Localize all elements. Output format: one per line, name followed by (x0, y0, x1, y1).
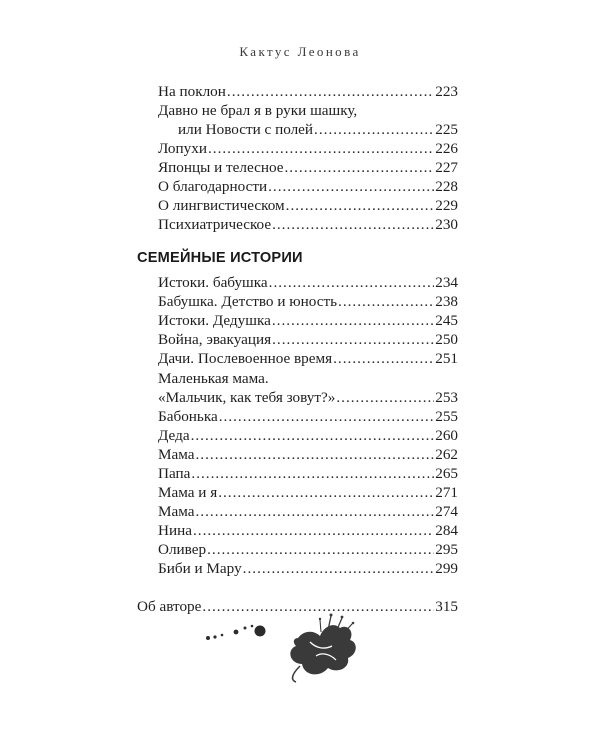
toc-entry-title: Биби и Мару (158, 560, 242, 577)
toc-entry-page: 227 (435, 159, 458, 176)
toc-entry[interactable] (158, 521, 458, 541)
toc-entry-page: 250 (435, 331, 458, 348)
leader-dots (269, 273, 435, 293)
toc-entry-title: Психиатрическое (158, 216, 272, 233)
leader-dots (272, 215, 434, 235)
toc-entry-page: 251 (435, 350, 458, 367)
leader-dots (207, 540, 434, 560)
toc-entry[interactable] (158, 540, 458, 560)
toc-entry-page: 295 (435, 541, 458, 558)
toc-entry-title: Мама (158, 446, 195, 463)
toc-entry-title: Оливер (158, 541, 207, 558)
toc-entry-title: или Новости с полей (178, 121, 314, 138)
leader-dots (193, 521, 434, 541)
leader-dots (338, 292, 434, 312)
toc-entry[interactable] (158, 292, 458, 312)
toc-entry-page: 226 (435, 140, 458, 157)
toc-entry[interactable] (158, 464, 458, 484)
toc-entry-title: Мама (158, 503, 195, 520)
leader-dots (196, 502, 435, 522)
toc-entry-title: Бабонька (158, 408, 218, 425)
leader-dots (218, 483, 434, 503)
toc-entry[interactable] (158, 445, 458, 465)
toc-entry[interactable] (158, 426, 458, 446)
toc-entry[interactable] (158, 407, 458, 427)
leader-dots (191, 426, 435, 446)
toc-entry-page: 223 (435, 83, 458, 100)
toc-entry-page: 255 (435, 408, 458, 425)
toc-entry-page: 299 (435, 560, 458, 577)
leader-dots (268, 177, 434, 197)
toc-entry[interactable] (158, 483, 458, 503)
toc-entry-title: О благодарности (158, 178, 268, 195)
toc-entry-page: 230 (435, 216, 458, 233)
toc-entry-title: Нина (158, 522, 192, 539)
ink-splash-ornament (200, 608, 370, 688)
toc-entry[interactable] (158, 559, 458, 579)
toc-entry-title: О лингвистическом (158, 197, 285, 214)
toc-entry-page: 238 (435, 293, 458, 310)
leader-dots (243, 559, 435, 579)
toc-entry[interactable] (158, 502, 458, 522)
toc-entry[interactable] (158, 388, 458, 408)
toc-entry[interactable] (158, 330, 458, 350)
toc-entry-page: 271 (435, 484, 458, 501)
toc-entry-title: Война, эвакуация (158, 331, 272, 348)
toc-entry-title: Папа (158, 465, 191, 482)
leader-dots (191, 464, 434, 484)
toc-entry-title: Мама и я (158, 484, 218, 501)
toc-entry[interactable] (158, 177, 458, 197)
toc-entry-page: 274 (435, 503, 458, 520)
toc-entry-title: На поклон (158, 83, 226, 100)
toc-entry[interactable] (158, 349, 458, 369)
toc-entry[interactable] (178, 120, 458, 140)
toc-entry[interactable] (158, 273, 458, 293)
leader-dots (272, 330, 434, 350)
running-header: Кактус Леонова (239, 44, 361, 59)
section-heading[interactable]: СЕМЕЙНЫЕ ИСТОРИИ (137, 250, 303, 266)
leader-dots (272, 311, 434, 331)
toc-entry-title: Японцы и телесное (158, 159, 284, 176)
toc-entry-page: 284 (435, 522, 458, 539)
toc-entry-title: «Мальчик, как тебя зовут?» (158, 389, 336, 406)
toc-entry-page: 228 (435, 178, 458, 195)
toc-entry-page: 315 (435, 598, 458, 615)
leader-dots (208, 139, 434, 159)
toc-entry-page: 260 (435, 427, 458, 444)
leader-dots (286, 196, 435, 216)
leader-dots (285, 158, 435, 178)
toc-entry-title-line[interactable]: Давно не брал я в руки шашку, (158, 102, 358, 119)
toc-entry[interactable] (158, 196, 458, 216)
toc-entry-title: Лопухи (158, 140, 207, 157)
leader-dots (219, 407, 434, 427)
toc-entry-page: 265 (435, 465, 458, 482)
toc-entry-page: 262 (435, 446, 458, 463)
toc-entry[interactable] (158, 82, 458, 102)
toc-entry-page: 245 (435, 312, 458, 329)
toc-entry-page: 253 (435, 389, 458, 406)
toc-entry-title: Деда (158, 427, 190, 444)
toc-entry-page: 234 (435, 274, 458, 291)
toc-entry-title: Об авторе (137, 598, 202, 615)
toc-entry[interactable] (158, 139, 458, 159)
leader-dots (227, 82, 434, 102)
toc-entry-title: Дачи. Послевоенное время (158, 350, 333, 367)
leader-dots (336, 388, 434, 408)
toc-entry-title: Истоки. бабушка (158, 274, 268, 291)
leader-dots (314, 120, 434, 140)
toc-entry[interactable] (158, 158, 458, 178)
leader-dots (196, 445, 435, 465)
toc-entry-page: 225 (435, 121, 458, 138)
leader-dots (333, 349, 434, 369)
toc-entry[interactable] (158, 215, 458, 235)
toc-entry-title: Бабушка. Детство и юность (158, 293, 338, 310)
toc-entry[interactable] (158, 311, 458, 331)
toc-entry-title-line[interactable]: Маленькая мама. (158, 370, 269, 387)
toc-entry-title: Истоки. Дедушка (158, 312, 271, 329)
toc-entry-page: 229 (435, 197, 458, 214)
